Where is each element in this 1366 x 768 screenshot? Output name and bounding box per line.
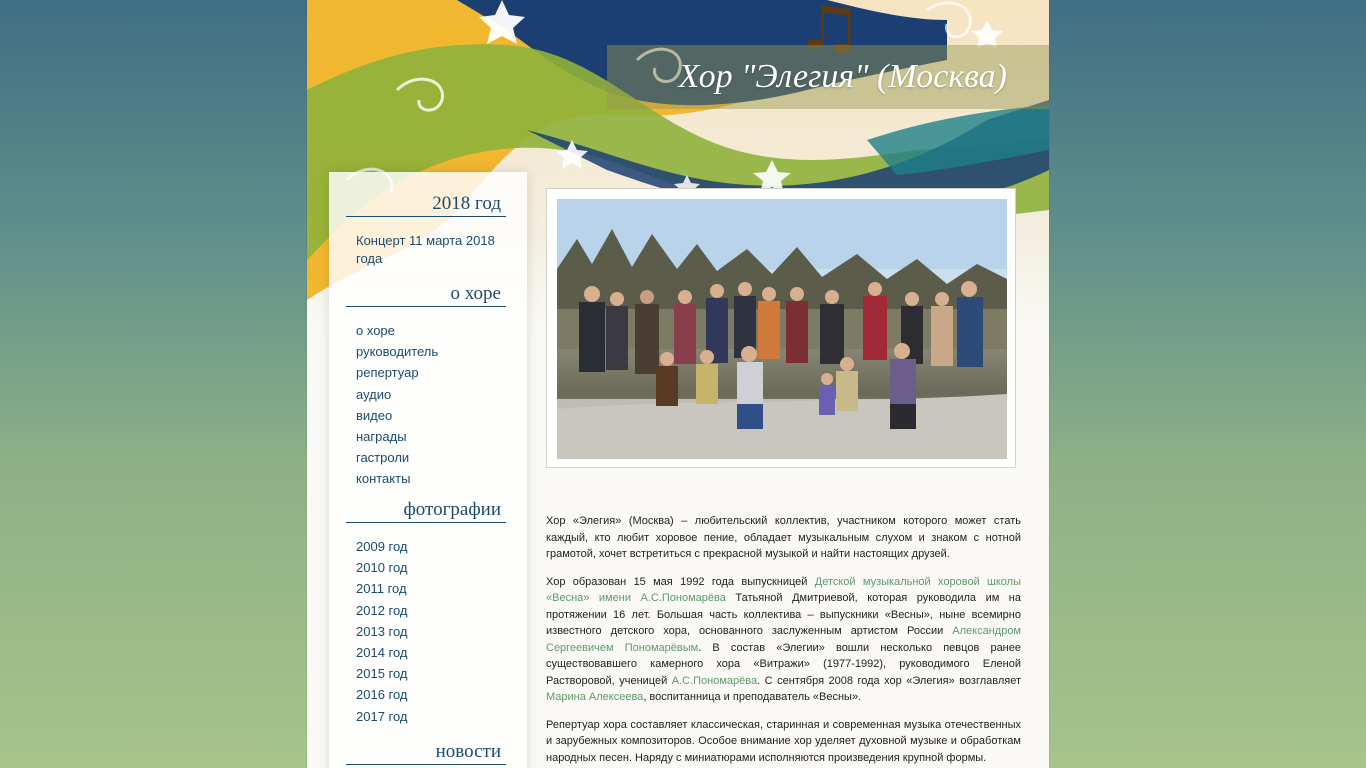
sidebar-item-tours[interactable]: гастроли: [356, 450, 410, 466]
sidebar-item-audio[interactable]: аудио: [356, 386, 392, 402]
sidebar-item-video[interactable]: видео: [356, 407, 393, 423]
sidebar-list-2018: [356, 232, 506, 268]
link-ponomarev-full[interactable]: Александром Сергеевичем Пономарёвым: [546, 625, 1021, 654]
sidebar-item-contacts[interactable]: контакты: [356, 471, 411, 487]
history-text-4: . С сентября 2008 года хор «Элегия» возглавляет: [757, 674, 1022, 687]
choir-group-photo: [557, 199, 1007, 459]
sidebar-item-director[interactable]: руководитель: [356, 344, 439, 360]
repertoire-paragraph: Репертуар хора составляет классическая, старинная и современная музыка отечественных и зарубежных композиторов. Особое внимание хор уделяет духовной музыке и обработкам народных песен. Наряду с миниатюрами исполняются произведения крупной формы.: [546, 718, 1021, 764]
sidebar-item-photos-2016[interactable]: 2016 год: [356, 687, 408, 703]
sidebar-item-photos-2012[interactable]: 2012 год: [356, 602, 408, 618]
history-text-2: Татьяной Дмитриевой, которая руководила им на протяжении 16 лет. Большая часть коллектива – выпускники «Весны», ныне всемирно известного детского хора, основанного заслуженным артистом России: [546, 592, 1021, 637]
sidebar-item-photos-2010[interactable]: 2010 год: [356, 560, 408, 576]
sidebar-item-photos-2015[interactable]: 2015 год: [356, 666, 408, 682]
sidebar-list-about: [356, 320, 438, 490]
sidebar-heading-about: о хоре: [346, 282, 506, 307]
sidebar-item-photos-2013[interactable]: 2013 год: [356, 623, 408, 639]
history-text-1: Хор образован 15 мая 1992 года выпускницей: [546, 575, 815, 588]
sidebar-item-photos-2011[interactable]: 2011 год: [356, 581, 407, 597]
link-marina-alekseeva[interactable]: Марина Алексеева: [546, 691, 644, 703]
page-container: [307, 0, 1049, 768]
sidebar-item-photos-2017[interactable]: 2017 год: [356, 708, 408, 724]
group-photo-frame: [546, 188, 1016, 468]
link-vesna-school[interactable]: Детской музыкальной хоровой школы «Весна» имени А.С.Пономарёва: [546, 575, 1021, 604]
link-ponomarev-short[interactable]: А.С.Пономарёва: [671, 674, 758, 687]
sidebar-heading-photos: фотографии: [346, 498, 506, 523]
choir-photo-illustration: [557, 199, 1007, 459]
sidebar-item-photos-2014[interactable]: 2014 год: [356, 645, 408, 661]
sidebar-item-photos-2009[interactable]: 2009 год: [356, 539, 408, 554]
sidebar-heading-news: новости: [346, 740, 506, 765]
history-text-5: , воспитанница и преподаватель «Весны».: [643, 691, 862, 703]
site-title: Хор "Элегия" (Москва): [678, 58, 1007, 95]
sidebar-list-photos: [356, 536, 408, 727]
main-content: [546, 513, 1021, 768]
history-text-3: . В состав «Элегии» вошли несколько певцов ранее существовавшего камерного хора «Витражи» (1977-1992), руководимого Еленой Растворовой, ученицей: [546, 641, 1021, 687]
sidebar-item-awards[interactable]: награды: [356, 429, 407, 445]
sidebar-item-repertoire[interactable]: репертуар: [356, 365, 419, 381]
sidebar-item-concert-2018[interactable]: Концерт 11 марта 2018 года: [356, 233, 495, 266]
sidebar-item-about[interactable]: о хоре: [356, 323, 395, 338]
sidebar-heading-2018: 2018 год: [346, 192, 506, 217]
intro-paragraph: Хор «Элегия» (Москва) – любительский коллектив, участником которого может стать каждый, кто любит хоровое пение, обладает музыкальным слухом и знаком с нотной грамотой, хочет встретиться с прекрасной музыкой и найти настоящих друзей.: [546, 515, 1021, 560]
history-paragraph: [546, 574, 1021, 706]
sidebar: [329, 172, 527, 768]
